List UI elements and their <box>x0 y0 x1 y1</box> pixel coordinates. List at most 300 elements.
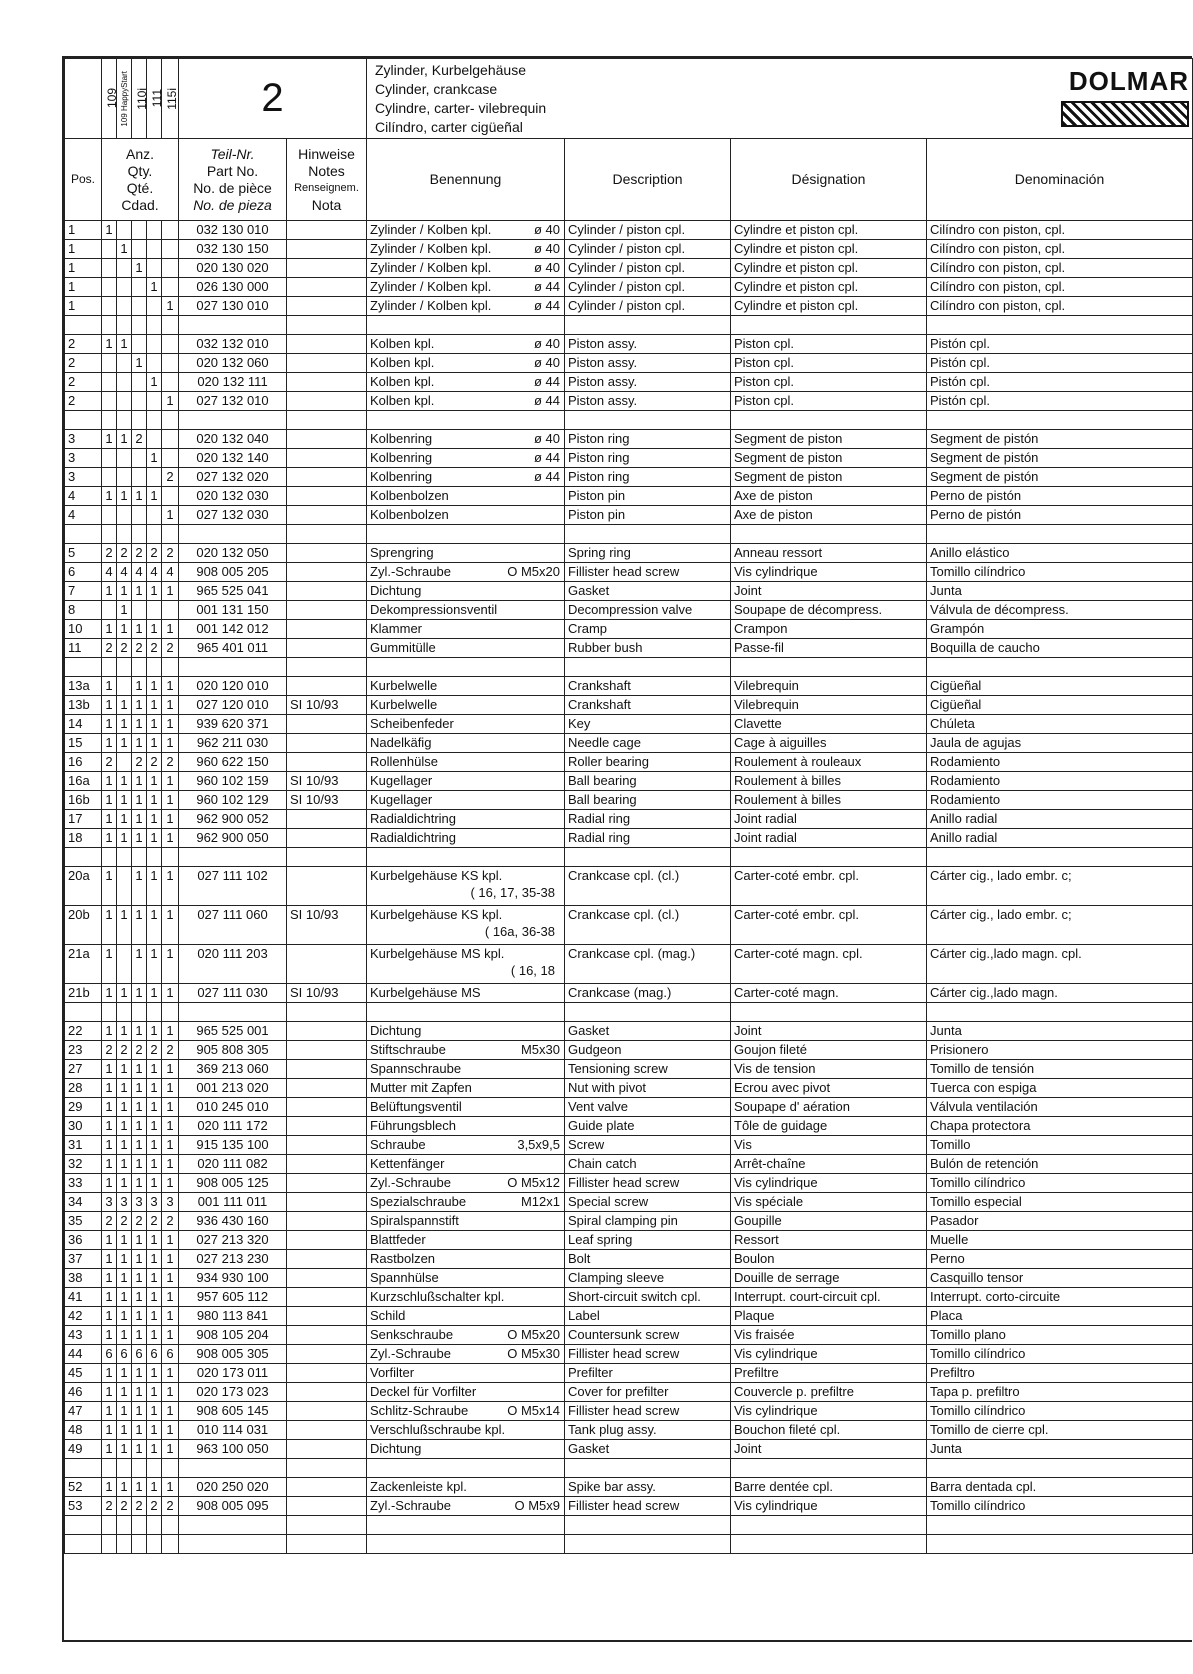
qty-cell: 1 <box>117 1155 132 1174</box>
description-cell <box>565 1003 731 1022</box>
part-number-cell: 962 900 050 <box>179 829 287 848</box>
qty-cell: 1 <box>147 677 162 696</box>
qty-cell: 1 <box>162 791 179 810</box>
qty-cell: 1 <box>132 1478 147 1497</box>
qty-cell: 1 <box>102 1250 117 1269</box>
designation-cell: Cylindre et piston cpl. <box>731 259 927 278</box>
qty-cell: 2 <box>102 753 117 772</box>
table-row <box>65 1174 1193 1193</box>
designation-cell: Cage à aiguilles <box>731 734 927 753</box>
part-number-cell: 020 132 030 <box>179 487 287 506</box>
qty-cell: 1 <box>132 1117 147 1136</box>
qty-cell: 3 <box>117 1193 132 1212</box>
benennung-cell <box>367 1193 565 1212</box>
denominacion-cell: Tapa p. prefiltro <box>927 1383 1193 1402</box>
spec-text: O M5x30 <box>507 1346 560 1361</box>
benennung-cell <box>367 1155 565 1174</box>
benennung-text: Dichtung <box>370 1023 422 1038</box>
designation-cell: Roulement à billes <box>731 791 927 810</box>
pos-cell: 43 <box>65 1326 102 1345</box>
denominacion-cell: Tomillo cilíndrico <box>927 1345 1193 1364</box>
designation-cell: Vis de tension <box>731 1060 927 1079</box>
pos-cell: 15 <box>65 734 102 753</box>
denominacion-cell: Anillo radial <box>927 829 1193 848</box>
notes-cell <box>287 1174 367 1193</box>
benennung-cell <box>367 1478 565 1497</box>
part-number-cell: 908 605 145 <box>179 1402 287 1421</box>
pos-cell: 5 <box>65 544 102 563</box>
qty-cell: 1 <box>117 430 132 449</box>
qty-cell: 1 <box>162 1174 179 1193</box>
qty-cell <box>162 430 179 449</box>
qty-cell: 1 <box>117 829 132 848</box>
denominacion-cell <box>927 1535 1193 1554</box>
benennung-text: Kolben kpl. <box>370 374 435 389</box>
qty-cell: 3 <box>132 1193 147 1212</box>
description-cell: Cylinder / piston cpl. <box>565 221 731 240</box>
qty-cell: 2 <box>117 1041 132 1060</box>
description-cell <box>565 848 731 867</box>
qty-cell: 1 <box>132 791 147 810</box>
pos-cell: 1 <box>65 278 102 297</box>
notes-cell <box>287 487 367 506</box>
denominacion-cell: Válvula de décompress. <box>927 601 1193 620</box>
denominacion-cell <box>927 1459 1193 1478</box>
denominacion-cell: Junta <box>927 1022 1193 1041</box>
qty-cell: 1 <box>102 829 117 848</box>
benennung-text: Spannhülse <box>370 1270 439 1285</box>
part-number-cell: 020 120 010 <box>179 677 287 696</box>
qty-cell: 1 <box>132 984 147 1003</box>
qty-cell: 1 <box>102 867 117 906</box>
part-number-cell: 020 130 020 <box>179 259 287 278</box>
qty-cell: 1 <box>102 1326 117 1345</box>
qty-cell: 3 <box>162 1193 179 1212</box>
qty-cell: 1 <box>117 734 132 753</box>
description-cell: Piston ring <box>565 468 731 487</box>
part-number-cell: 027 111 060 <box>179 906 287 945</box>
denominacion-cell: Anillo radial <box>927 810 1193 829</box>
qty-cell: 1 <box>132 1060 147 1079</box>
qty-cell <box>147 411 162 430</box>
designation-cell: Vis spéciale <box>731 1193 927 1212</box>
denominacion-cell: Cigüeñal <box>927 677 1193 696</box>
qty-cell: 1 <box>102 487 117 506</box>
col-pos: Pos. <box>65 139 102 221</box>
denominacion-cell: Cárter cig.,lado magn. cpl. <box>927 945 1193 984</box>
qty-cell: 2 <box>147 1041 162 1060</box>
qty-cell <box>117 1459 132 1478</box>
table-row <box>65 335 1193 354</box>
table-row <box>65 373 1193 392</box>
description-cell: Piston assy. <box>565 373 731 392</box>
description-cell: Vent valve <box>565 1098 731 1117</box>
description-cell: Radial ring <box>565 829 731 848</box>
description-cell: Decompression valve <box>565 601 731 620</box>
designation-cell: Plaque <box>731 1307 927 1326</box>
qty-cell: 1 <box>102 1421 117 1440</box>
qty-cell: 1 <box>102 1079 117 1098</box>
qty-cell: 1 <box>117 696 132 715</box>
table-row <box>65 1079 1193 1098</box>
notes-cell: SI 10/93 <box>287 772 367 791</box>
designation-cell: Crampon <box>731 620 927 639</box>
designation-cell: Cylindre et piston cpl. <box>731 278 927 297</box>
qty-cell: 1 <box>162 582 179 601</box>
notes-cell <box>287 1459 367 1478</box>
qty-cell: 1 <box>132 1440 147 1459</box>
part-number-cell: 960 102 159 <box>179 772 287 791</box>
qty-cell: 1 <box>147 1098 162 1117</box>
part-number-cell: 020 132 140 <box>179 449 287 468</box>
qty-cell <box>132 1535 147 1554</box>
pos-cell: 53 <box>65 1497 102 1516</box>
qty-cell: 1 <box>102 1022 117 1041</box>
notes-cell <box>287 1402 367 1421</box>
notes-cell <box>287 1383 367 1402</box>
qty-cell <box>162 354 179 373</box>
qty-cell <box>147 601 162 620</box>
qty-cell: 1 <box>117 1288 132 1307</box>
benennung-text: Kurbelwelle <box>370 678 438 693</box>
table-row <box>65 1440 1193 1459</box>
qty-cell: 1 <box>147 1117 162 1136</box>
qty-cell: 1 <box>132 715 147 734</box>
designation-cell: Axe de piston <box>731 487 927 506</box>
benennung-text: Zylinder / Kolben kpl. <box>370 241 492 256</box>
benennung-cell <box>367 373 565 392</box>
description-cell: Crankshaft <box>565 696 731 715</box>
description-cell: Piston pin <box>565 506 731 525</box>
part-number-cell: 027 132 030 <box>179 506 287 525</box>
table-row <box>65 468 1193 487</box>
denominacion-cell: Rodamiento <box>927 772 1193 791</box>
denominacion-cell: Tomillo de tensión <box>927 1060 1193 1079</box>
qty-cell <box>162 1516 179 1535</box>
pos-cell: 17 <box>65 810 102 829</box>
table-row <box>65 1193 1193 1212</box>
qty-cell <box>102 392 117 411</box>
denominacion-cell: Perno de pistón <box>927 506 1193 525</box>
description-cell: Tensioning screw <box>565 1060 731 1079</box>
table-row <box>65 906 1193 945</box>
qty-cell: 1 <box>117 1098 132 1117</box>
qty-cell: 1 <box>102 677 117 696</box>
qty-cell: 1 <box>162 1307 179 1326</box>
description-cell <box>565 1535 731 1554</box>
denominacion-cell: Pistón cpl. <box>927 373 1193 392</box>
qty-cell: 1 <box>147 1402 162 1421</box>
benennung-cell <box>367 1136 565 1155</box>
denominacion-cell: Bulón de retención <box>927 1155 1193 1174</box>
notes-cell <box>287 411 367 430</box>
qty-cell: 1 <box>147 810 162 829</box>
notes-cell <box>287 1041 367 1060</box>
qty-cell <box>147 354 162 373</box>
notes-cell <box>287 1136 367 1155</box>
designation-cell: Vis fraisée <box>731 1326 927 1345</box>
description-cell: Cylinder / piston cpl. <box>565 259 731 278</box>
benennung-cell <box>367 734 565 753</box>
benennung-cell <box>367 1041 565 1060</box>
qty-cell <box>117 658 132 677</box>
denominacion-cell: Placa <box>927 1307 1193 1326</box>
part-number-cell: 020 132 040 <box>179 430 287 449</box>
qty-cell: 1 <box>147 772 162 791</box>
qty-cell: 4 <box>162 563 179 582</box>
qty-cell: 1 <box>147 715 162 734</box>
description-cell: Cylinder / piston cpl. <box>565 297 731 316</box>
qty-cell: 2 <box>132 1041 147 1060</box>
notes-cell <box>287 1440 367 1459</box>
qty-cell <box>162 658 179 677</box>
benennung-text: Blattfeder <box>370 1232 426 1247</box>
denominacion-cell <box>927 1516 1193 1535</box>
pos-cell: 11 <box>65 639 102 658</box>
qty-cell: 2 <box>132 639 147 658</box>
qty-cell: 1 <box>147 373 162 392</box>
description-cell: Fillister head screw <box>565 1497 731 1516</box>
part-number-cell: 908 005 305 <box>179 1345 287 1364</box>
pos-cell: 35 <box>65 1212 102 1231</box>
benennung-cell <box>367 658 565 677</box>
pos-cell: 2 <box>65 335 102 354</box>
pos-cell: 20b <box>65 906 102 945</box>
designation-cell: Joint radial <box>731 829 927 848</box>
part-number-cell: 027 132 020 <box>179 468 287 487</box>
qty-cell: 1 <box>117 1079 132 1098</box>
qty-cell <box>132 848 147 867</box>
qty-cell: 1 <box>132 677 147 696</box>
qty-cell <box>102 525 117 544</box>
spec-text: ø 40 <box>533 431 560 446</box>
benennung-text: Zyl.-Schraube <box>370 564 451 579</box>
qty-cell: 1 <box>147 1231 162 1250</box>
description-cell: Roller bearing <box>565 753 731 772</box>
spacer-row <box>65 525 1193 544</box>
qty-cell <box>147 430 162 449</box>
notes-cell <box>287 1478 367 1497</box>
part-number-cell: 020 132 111 <box>179 373 287 392</box>
qty-cell: 2 <box>102 1212 117 1231</box>
notes-cell <box>287 525 367 544</box>
designation-cell: Douille de serrage <box>731 1269 927 1288</box>
model-header: 109 HappyStart <box>117 59 132 139</box>
table-row <box>65 1098 1193 1117</box>
qty-cell: 1 <box>162 984 179 1003</box>
qty-cell: 1 <box>147 867 162 906</box>
benennung-text: Zylinder / Kolben kpl. <box>370 222 492 237</box>
pos-cell <box>65 411 102 430</box>
table-row <box>65 1117 1193 1136</box>
part-number-cell: 010 114 031 <box>179 1421 287 1440</box>
pos-cell: 16 <box>65 753 102 772</box>
part-number-cell: 027 111 102 <box>179 867 287 906</box>
pos-cell: 38 <box>65 1269 102 1288</box>
description-cell: Countersunk screw <box>565 1326 731 1345</box>
denominacion-cell: Jaula de agujas <box>927 734 1193 753</box>
spec-text: ø 44 <box>533 374 560 389</box>
denominacion-cell: Tomillo plano <box>927 1326 1193 1345</box>
description-cell: Cover for prefilter <box>565 1383 731 1402</box>
qty-cell: 1 <box>132 1022 147 1041</box>
qty-cell: 1 <box>162 1022 179 1041</box>
qty-cell: 1 <box>117 487 132 506</box>
notes-cell <box>287 1288 367 1307</box>
benennung-text: Zylinder / Kolben kpl. <box>370 298 492 313</box>
description-cell: Short-circuit switch cpl. <box>565 1288 731 1307</box>
qty-cell <box>162 278 179 297</box>
qty-cell: 1 <box>147 620 162 639</box>
qty-cell <box>102 601 117 620</box>
spacer-row <box>65 1459 1193 1478</box>
qty-cell: 1 <box>102 984 117 1003</box>
notes-cell <box>287 316 367 335</box>
qty-cell <box>117 525 132 544</box>
qty-cell: 1 <box>102 1136 117 1155</box>
benennung-cell <box>367 1231 565 1250</box>
qty-cell: 1 <box>102 696 117 715</box>
qty-cell: 2 <box>162 1497 179 1516</box>
spec-text: O M5x9 <box>514 1498 560 1513</box>
spec-text: O M5x20 <box>507 1327 560 1342</box>
qty-cell <box>102 316 117 335</box>
qty-cell <box>147 468 162 487</box>
part-number-cell <box>179 411 287 430</box>
benennung-cell <box>367 487 565 506</box>
denominacion-cell: Chúleta <box>927 715 1193 734</box>
denominacion-cell: Cárter cig., lado embr. c; <box>927 906 1193 945</box>
benennung-text: Senkschraube <box>370 1327 454 1342</box>
table-row <box>65 734 1193 753</box>
table-row <box>65 1478 1193 1497</box>
qty-cell: 1 <box>147 1364 162 1383</box>
pos-cell: 32 <box>65 1155 102 1174</box>
designation-cell: Soupape d' aération <box>731 1098 927 1117</box>
designation-cell: Joint radial <box>731 810 927 829</box>
benennung-cell <box>367 867 565 906</box>
benennung-cell <box>367 1212 565 1231</box>
brand-logo <box>731 59 1193 139</box>
benennung-text: Kolben kpl. <box>370 393 435 408</box>
qty-cell: 2 <box>102 639 117 658</box>
qty-cell: 1 <box>117 1402 132 1421</box>
benennung-text: Führungsblech <box>370 1118 456 1133</box>
benennung-cell <box>367 639 565 658</box>
benennung-text: Kolbenring <box>370 431 433 446</box>
table-row <box>65 1421 1193 1440</box>
qty-cell <box>147 316 162 335</box>
denominacion-cell: Pistón cpl. <box>927 354 1193 373</box>
denominacion-cell: Chapa protectora <box>927 1117 1193 1136</box>
qty-cell <box>147 392 162 411</box>
notes-cell <box>287 677 367 696</box>
designation-cell: Vis cylindrique <box>731 1497 927 1516</box>
description-cell: Radial ring <box>565 810 731 829</box>
notes-cell <box>287 373 367 392</box>
notes-cell <box>287 945 367 984</box>
qty-cell: 1 <box>162 392 179 411</box>
qty-cell <box>117 1003 132 1022</box>
designation-cell: Arrêt-chaîne <box>731 1155 927 1174</box>
part-number-cell: 960 622 150 <box>179 753 287 772</box>
qty-cell: 1 <box>117 1136 132 1155</box>
notes-cell <box>287 297 367 316</box>
qty-cell: 1 <box>102 430 117 449</box>
pos-cell: 36 <box>65 1231 102 1250</box>
denominacion-cell: Tomillo <box>927 1136 1193 1155</box>
qty-cell: 1 <box>117 1060 132 1079</box>
qty-cell: 1 <box>102 335 117 354</box>
part-number-cell: 939 620 371 <box>179 715 287 734</box>
part-number-cell <box>179 1535 287 1554</box>
qty-cell: 2 <box>102 544 117 563</box>
benennung-text: Dichtung <box>370 583 422 598</box>
qty-cell: 3 <box>102 1193 117 1212</box>
col-description: Description <box>565 139 731 221</box>
description-cell: Ball bearing <box>565 772 731 791</box>
pos-cell <box>65 525 102 544</box>
notes-cell: SI 10/93 <box>287 696 367 715</box>
benennung-subtext: ( 16, 18 <box>510 963 555 978</box>
table-row <box>65 354 1193 373</box>
qty-cell <box>132 221 147 240</box>
description-cell: Cylinder / piston cpl. <box>565 278 731 297</box>
benennung-text: Spannschraube <box>370 1061 462 1076</box>
qty-cell: 1 <box>162 1326 179 1345</box>
qty-cell: 1 <box>117 335 132 354</box>
qty-cell: 1 <box>147 1269 162 1288</box>
benennung-text: Kurbelgehäuse KS kpl. <box>370 907 503 922</box>
qty-cell <box>132 297 147 316</box>
qty-cell: 1 <box>102 1383 117 1402</box>
qty-cell <box>147 658 162 677</box>
designation-cell: Piston cpl. <box>731 373 927 392</box>
qty-cell: 1 <box>132 1402 147 1421</box>
description-cell: Piston pin <box>565 487 731 506</box>
notes-cell <box>287 354 367 373</box>
qty-cell <box>162 449 179 468</box>
col-benennung: Benennung <box>367 139 565 221</box>
qty-cell: 1 <box>132 696 147 715</box>
description-cell: Piston assy. <box>565 392 731 411</box>
qty-cell: 1 <box>162 715 179 734</box>
qty-cell: 2 <box>162 1041 179 1060</box>
notes-cell <box>287 620 367 639</box>
notes-cell <box>287 392 367 411</box>
denominacion-cell <box>927 1003 1193 1022</box>
qty-cell <box>117 354 132 373</box>
qty-cell: 1 <box>162 677 179 696</box>
notes-cell: SI 10/93 <box>287 791 367 810</box>
benennung-cell <box>367 1079 565 1098</box>
qty-cell: 1 <box>132 1288 147 1307</box>
qty-cell: 1 <box>147 1288 162 1307</box>
part-number-cell: 369 213 060 <box>179 1060 287 1079</box>
denominacion-cell: Cilíndro con piston, cpl. <box>927 240 1193 259</box>
qty-cell: 1 <box>102 1174 117 1193</box>
designation-cell <box>731 1516 927 1535</box>
qty-cell <box>132 411 147 430</box>
table-row <box>65 1383 1193 1402</box>
benennung-text: Dekompressionsventil <box>370 602 498 617</box>
qty-cell: 1 <box>102 1269 117 1288</box>
qty-cell: 1 <box>132 1155 147 1174</box>
designation-cell: Vis cylindrique <box>731 1174 927 1193</box>
notes-cell <box>287 259 367 278</box>
spec-text: ø 40 <box>533 222 560 237</box>
table-row <box>65 677 1193 696</box>
